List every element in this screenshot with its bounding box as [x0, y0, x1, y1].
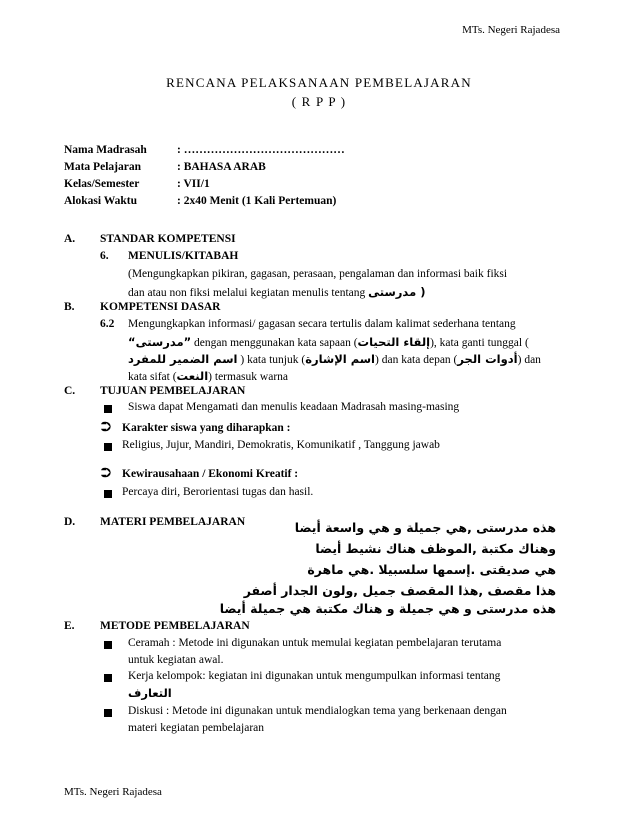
section-title: METODE PEMBELAJARAN — [100, 620, 250, 632]
method-line: Ceramah : Metode ini digunakan untuk memulai kegiatan pembelajaran terutama — [128, 637, 502, 649]
section-e-heading — [64, 620, 250, 632]
doc-subtitle: ( R P P ) — [291, 94, 347, 109]
bullet-icon — [104, 709, 112, 717]
kewira-title: Kewirausahaan / Ekonomi Kreatif : — [122, 468, 299, 480]
section-a-subnum: 6. — [100, 250, 109, 262]
section-a-desc-line1: (Mengungkapkan pikiran, gagasan, perasaan, pengalaman dan informasi baik fiksi — [128, 268, 508, 280]
section-d-heading — [64, 516, 245, 528]
section-letter: D. — [64, 516, 76, 528]
section-b-line2 — [128, 335, 529, 349]
section-a-desc-line2 — [128, 285, 425, 299]
desc-text: dan atau non fiksi melalui kegiatan menulis tentang — [128, 287, 366, 299]
identity-value: : 2x40 Menit (1 Kali Pertemuan) — [177, 195, 337, 207]
identity-label: Alokasi Waktu — [64, 195, 137, 207]
arrow-bullet-icon: ⮊ — [101, 420, 111, 435]
identity-label: Nama Madrasah — [64, 144, 147, 156]
method-arabic: التعارف — [128, 686, 172, 700]
method-line: Diskusi : Metode ini digunakan untuk mendialogkan tema yang berkenaan dengan — [128, 705, 507, 717]
identity-value: : BAHASA ARAB — [177, 161, 266, 173]
text: ) dan — [517, 354, 541, 366]
desc-arabic: ( مدرستى — [368, 285, 426, 299]
identity-row — [64, 178, 210, 190]
identity-value: : VII/1 — [177, 178, 210, 190]
arabic-term: إلقاء التحيات — [357, 335, 431, 349]
section-title: KOMPETENSI DASAR — [100, 301, 221, 313]
section-a-subtitle: MENULIS/KITABAH — [128, 250, 239, 262]
text: ) kata tunjuk ( — [240, 354, 306, 366]
bullet-icon — [104, 443, 112, 451]
doc-title: RENCANA PELAKSANAAN PEMBELAJARAN — [166, 75, 472, 90]
section-b-num: 6.2 — [100, 318, 115, 330]
text: ), kata ganti tunggal ( — [430, 337, 529, 349]
arabic-term: اسم الضمير للمفرد — [128, 352, 238, 366]
section-b-line1: Mengungkapkan informasi/ gagasan secara tertulis dalam kalimat sederhana tentang — [128, 318, 516, 330]
identity-label: Mata Pelajaran — [64, 161, 141, 173]
section-a-heading — [64, 233, 236, 245]
arabic-material-line: هذه مدرستى ,هي جميلة و هي واسعة أيضا — [294, 520, 556, 535]
method-line: Kerja kelompok: kegiatan ini digunakan untuk mengumpulkan informasi tentang — [128, 670, 501, 682]
karakter-title: Karakter siswa yang diharapkan : — [122, 422, 291, 434]
identity-row — [64, 195, 336, 207]
identity-label: Kelas/Semester — [64, 178, 140, 190]
header-school-name: MTs. Negeri Rajadesa — [462, 24, 560, 36]
karakter-item: Religius, Jujur, Mandiri, Demokratis, Komunikatif , Tanggung jawab — [122, 439, 440, 451]
section-b-line3 — [128, 352, 541, 366]
footer-school-name: MTs. Negeri Rajadesa — [64, 786, 162, 798]
section-letter: A. — [64, 233, 76, 245]
kewira-item: Percaya diri, Berorientasi tugas dan hasil. — [122, 486, 314, 498]
arabic-term: اسم الإشارة — [305, 352, 376, 366]
section-c-item: Siswa dapat Mengamati dan menulis keadaan Madrasah masing-masing — [128, 401, 460, 413]
arabic-material-line: وهناك مكتبة ,الموظف هناك نشيط أيضا — [315, 541, 556, 556]
arrow-bullet-icon: ⮊ — [101, 466, 111, 481]
text: ) dan kata depan ( — [375, 354, 458, 366]
section-letter: B. — [64, 301, 75, 313]
text: kata sifat ( — [128, 371, 177, 383]
arabic-material-line: هذه مدرستى و هي جميلة و هناك مكتبة هي جميلة أيضا — [219, 601, 556, 616]
section-b-heading — [64, 301, 220, 313]
method-line: untuk kegiatan awal. — [128, 654, 224, 666]
section-title: TUJUAN PEMBELAJARAN — [100, 385, 246, 397]
section-title: MATERI PEMBELAJARAN — [100, 516, 246, 528]
bullet-icon — [104, 405, 112, 413]
identity-row — [64, 144, 345, 156]
identity-row — [64, 161, 266, 173]
bullet-icon — [104, 641, 112, 649]
arabic-material-line: هي صديقتى .إسمها سلسبيلا .هي ماهرة — [307, 562, 556, 577]
section-title: STANDAR KOMPETENSI — [100, 233, 236, 245]
section-letter: C. — [64, 385, 76, 397]
section-letter: E. — [64, 620, 75, 632]
section-c-heading — [64, 385, 245, 397]
arabic-term: أدوات الجر — [457, 352, 518, 366]
identity-value: : …………………………………… — [177, 144, 345, 156]
bullet-icon — [104, 674, 112, 682]
arabic-term: “مدرستى” — [128, 335, 192, 349]
text: dengan menggunakan kata sapaan ( — [194, 337, 358, 349]
text: ) termasuk warna — [208, 371, 288, 383]
bullet-icon — [104, 490, 112, 498]
arabic-material-line: هذا مقصف ,هذا المقصف جميل ,ولون الجدار أصفر — [243, 583, 556, 598]
arabic-term: النعت — [176, 369, 209, 383]
section-b-line4 — [128, 369, 288, 383]
method-line: materi kegiatan pembelajaran — [128, 722, 265, 734]
